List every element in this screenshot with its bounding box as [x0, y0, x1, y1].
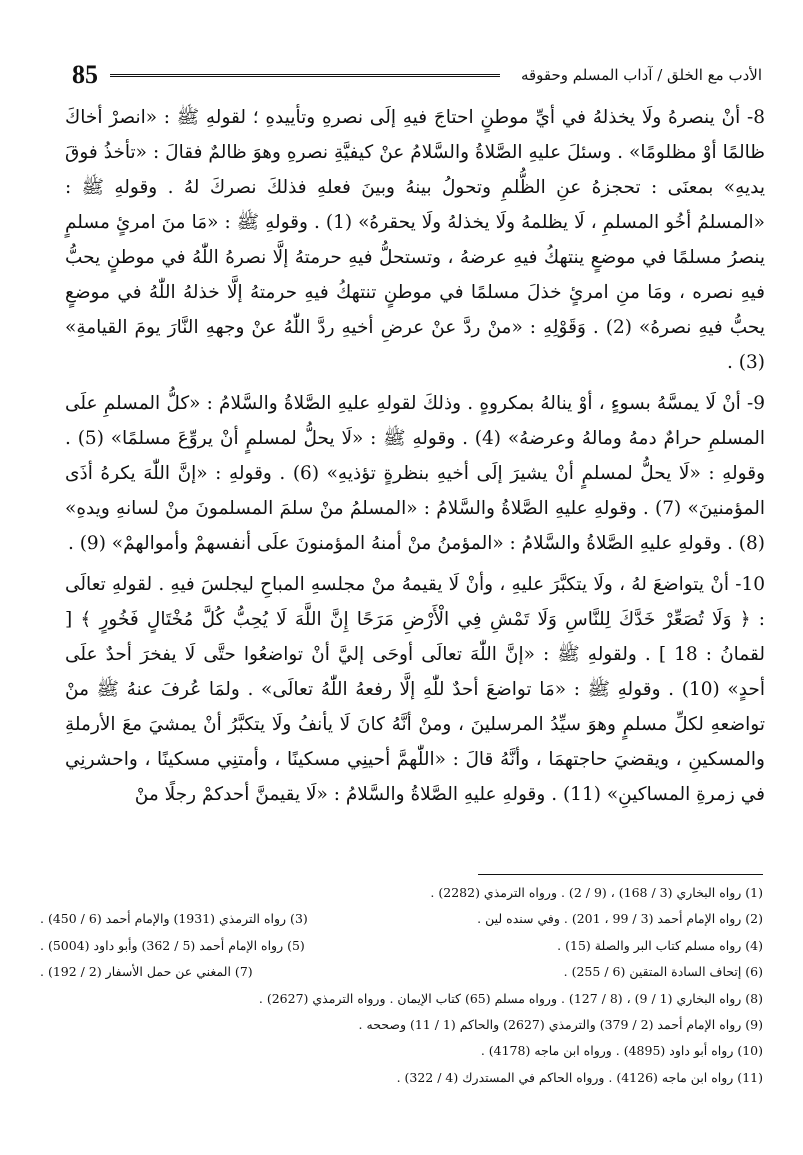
footnote-row [40, 906, 763, 932]
footnote-3: (3) رواه الترمذي (1931) والإمام أحمد (6 / 450) . [40, 911, 308, 927]
footnote-row [40, 959, 763, 985]
footnote-2: (2) رواه الإمام أحمد (3 / 99 ، 201) . وفي سنده لين . [477, 911, 763, 927]
page-header [72, 60, 762, 90]
footnote-5: (5) رواه الإمام أحمد (5 / 362) وأبو داود (5004) . [40, 937, 305, 953]
footnote-11: (11) رواه ابن ماجه (4126) . ورواه الحاكم في المستدرك (4 / 322) . [396, 1069, 763, 1085]
footnote-1: (1) رواه البخاري (3 / 168) ، (9 / 2) . ورواه الترمذي (2282) . [430, 885, 763, 900]
header-rule [110, 74, 500, 77]
main-text [65, 100, 765, 818]
footnote-8: (8) رواه البخاري (1 / 9) ، (8 / 127) . ورواه مسلم (65) كتاب الإيمان . ورواه الترمذي (2627) . [258, 990, 763, 1006]
footnote-6: (6) إتحاف السادة المتقين (6 / 255) . [563, 964, 763, 980]
footnotes [40, 880, 763, 1091]
footnote-4: (4) رواه مسلم كتاب البر والصلة (15) . [557, 937, 763, 953]
footnote-9: (9) رواه الإمام أحمد (2 / 379) والترمذي (2627) والحاكم (1 / 11) وصححه . [358, 1017, 763, 1033]
footnote-separator [478, 874, 763, 875]
running-title: الأدب مع الخلق / آداب المسلم وحقوقه [520, 66, 762, 84]
footnote-7: (7) المغني عن حمل الأسفار (2 / 192) . [40, 964, 253, 980]
page-number: 85 [72, 60, 98, 89]
paragraph-10: 10- أنْ يتواضعَ لهُ ، ولَا يتكبَّرَ عليهِ ، وأنْ لَا يقيمهُ منْ مجلسهِ المباحِ ليجلسَ فيهِ . لقولهِ تعالَى : ﴿ وَلَا تُصَعِّرْ خَدَّكَ لِلنَّاسِ وَلَا تَمْشِ فِي الْأَرْضِ مَرَحًا إِنَّ اللَّهَ لَا يُحِبُّ كُلَّ مُخْتَالٍ فَخُورٍ ﴾ [ لقمانُ : 18 ] . ولقولهِ ﷺ : «إنَّ اللّٰهَ تعالَى أوحَى إليَّ أنْ تواضعُوا حتَّى لَا يفخرَ أحدٌ علَى أحدٍ» (10) . وقولهِ ﷺ : «مَا تواضعَ أحدٌ للّٰهِ إلَّا رفعهُ اللّٰهُ تعالَى» . ولمَا عُرفَ عنهُ ﷺ منْ تواضعهِ لكلِّ مسلمٍ وهوَ سيِّدُ المرسلينَ ، ومنْ أنَّهُ كانَ لَا يأنفُ ولَا يتكبَّرُ أنْ يمشيَ معَ الأرملةِ والمسكينِ ، ويقضيَ حاجتهمَا ، وأنَّهُ قالَ : «اللّٰهمَّ أحينِي مسكينًا ، وأمتنِي مسكينًا ، واحشرنِي في زمرةِ المساكينِ» (11) . وقولهِ عليهِ الصَّلاةُ والسَّلامُ : «لَا يقيمنَّ أحدكمْ رجلًا منْ [65, 574, 765, 805]
footnote-10: (10) رواه أبو داود (4895) . ورواه ابن ماجه (4178) . [480, 1043, 763, 1059]
paragraph-9: 9- أنْ لَا يمسَّهُ بسوءٍ ، أوْ ينالهُ بمكروهٍ . وذلكَ لقولهِ عليهِ الصَّلاةُ والسَّلامُ : «كلُّ المسلمِ علَى المسلمِ حرامٌ دمهُ ومالهُ وعرضهُ» (4) . وقولهِ ﷺ : «لَا يحلُّ لمسلمٍ أنْ يروِّعَ مسلمًا» (5) . وقولهِ : «لَا يحلُّ لمسلمٍ أنْ يشيرَ إلَى أخيهِ بنظرةٍ تؤذيهِ» (6) . وقولهِ : «إنَّ اللّٰهَ يكرهُ أذَى المؤمنينَ» (7) . وقولهِ عليهِ الصَّلاةُ والسَّلامُ : «المسلمُ منْ سلمَ المسلمونَ منْ لسانهِ ويدهِ» (8) . وقولهِ عليهِ الصَّلاةُ والسَّلامُ : «المؤمنُ منْ أمنهُ المؤمنونَ علَى أنفسهمْ وأموالهمْ» (9) . [65, 393, 766, 554]
footnote-row [40, 933, 763, 959]
paragraph-8: 8- أنْ ينصرهُ ولَا يخذلهُ في أيِّ موطنٍ احتاجَ فيهِ إلَى نصرهِ وتأييدهِ ؛ لقولهِ ﷺ : «انصرْ أخاكَ ظالمًا أوْ مظلومًا» . وسئلَ عليهِ الصَّلاةُ والسَّلامُ عنْ كيفيَّةِ نصرهِ وهوَ ظالمٌ فقالَ : «تأخذُ فوقَ يديهِ» بمعنَى : تحجزهُ عنِ الظُّلمِ وتحولُ بينهُ وبينَ فعلهِ فذلكَ نصركَ لهُ . وقولهِ ﷺ : «المسلمُ أخُو المسلمِ ، لَا يظلمهُ ولَا يخذلهُ ولَا يحقرهُ» (1) . وقولهِ ﷺ : «مَا منَ امرئٍ مسلمٍ ينصرُ مسلمًا في موضعٍ ينتهكُ فيهِ عرضهُ ، وتستحلُّ فيهِ حرمتهُ إلَّا نصرهُ اللّٰهُ في موطنٍ يحبُّ فيهِ نصره ، ومَا منِ امرئٍ خذلَ مسلمًا في موطنٍ تنتهكُ فيهِ حرمتهُ إلَّا خذلهُ اللّٰهُ في موضعٍ يحبُّ فيهِ نصرهُ» (2) . وَقَوْلِهِ : «منْ ردَّ عنْ عرضِ أخيهِ ردَّ اللّٰهُ عنْ وجههِ النَّارَ يومَ القيامةِ» (3) . [65, 107, 766, 373]
